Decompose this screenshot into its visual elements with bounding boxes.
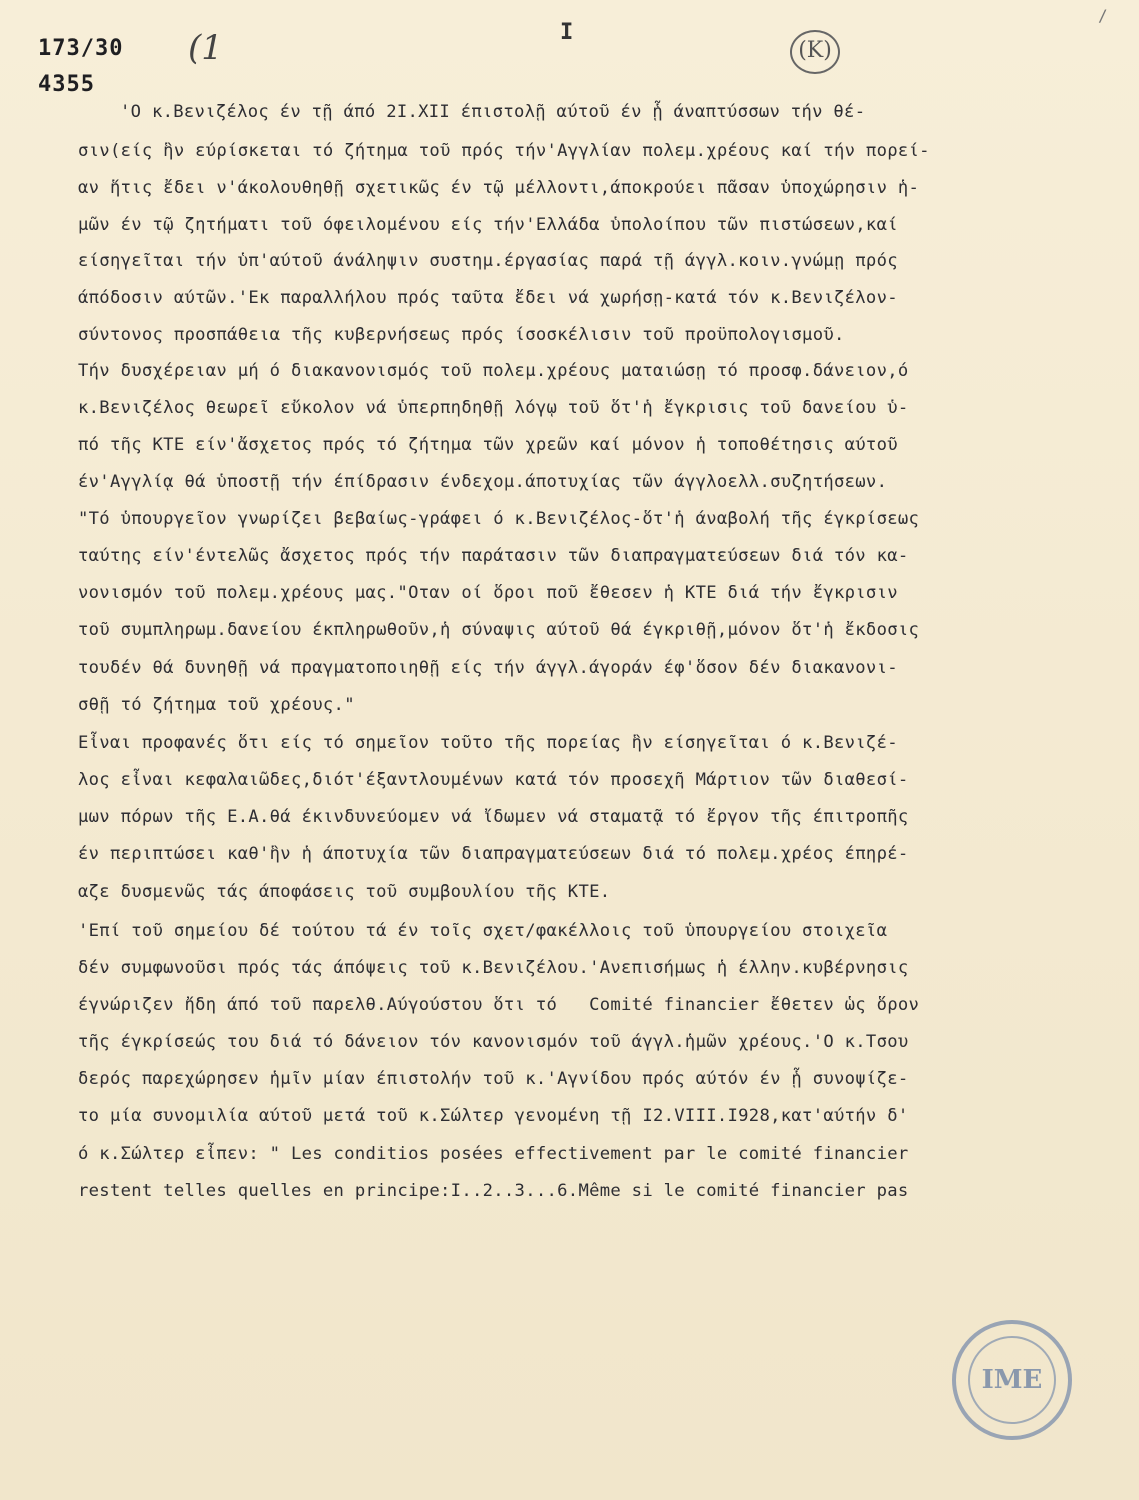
text-line: ό κ.Σώλτερ εἶπεν: " Les conditios posées effectivement par le comité financier bbox=[78, 1144, 909, 1164]
text-line: restent telles quelles en principe:I..2..3...6.Même si le comité financier pas bbox=[78, 1181, 909, 1201]
text-line: 'Επί τοῦ σημείου δέ τούτου τά έν τοῖς σχετ/φακέλλοις τοῦ ὑπουργείου στοιχεῖα bbox=[78, 921, 888, 941]
text-line: έν περιπτώσει καθ'ἣν ἡ άποτυχία τῶν διαπραγματεύσεων διά τό πολεμ.χρέος έπηρέ- bbox=[78, 844, 909, 864]
reference-number-top: 173/30 bbox=[38, 36, 124, 61]
text-line: Εἶναι προφανές ὅτι είς τό σημεῖον τοῦτο τῆς πορείας ἣν είσηγεῖται ό κ.Βενιζέ- bbox=[78, 733, 898, 753]
text-line: είσηγεῖται τήν ὑπ'αύτοῦ άνάληψιν συστημ.έργασίας παρά τῇ άγγλ.κοιν.γνώμῃ πρός bbox=[78, 251, 898, 271]
text-line: αζε δυσμενῶς τάς άποφάσεις τοῦ συμβουλίου τῆς ΚΤΕ. bbox=[78, 882, 611, 902]
text-line: πό τῆς ΚΤΕ είν'ἄσχετος πρός τό ζήτημα τῶν χρεῶν καί μόνον ἡ τοποθέτησις αύτοῦ bbox=[78, 435, 898, 455]
text-line: σιν(είς ἣν εύρίσκεται τό ζήτημα τοῦ πρός τήν'Αγγλίαν πολεμ.χρέους καί τήν πορεί- bbox=[78, 141, 930, 161]
text-line: μων πόρων τῆς Ε.Α.θά έκινδυνεύομεν νά ἴδωμεν νά σταματᾷ τό ἔργον τῆς έπιτροπῆς bbox=[78, 807, 909, 827]
text-line: αν ἥτις ἔδει ν'άκολουθηθῇ σχετικῶς έν τῷ μέλλοντι,άποκρούει πᾶσαν ὑποχώρησιν ἡ- bbox=[78, 178, 920, 198]
text-line: άπόδοσιν αύτῶν.'Εκ παραλλήλου πρός ταῦτα ἔδει νά χωρήσῃ-κατά τόν κ.Βενιζέλον- bbox=[78, 288, 898, 308]
reference-number-bottom: 4355 bbox=[38, 72, 95, 97]
handwritten-mark: (1 bbox=[188, 28, 223, 68]
text-line: λος εἶναι κεφαλαιῶδες,διότ'έξαντλουμένων κατά τόν προσεχῆ Μάρτιον τῶν διαθεσί- bbox=[78, 770, 909, 790]
text-line: ταύτης είν'έντελῶς ἄσχετος πρός τήν παράτασιν τῶν διαπραγματεύσεων διά τόν κα- bbox=[78, 546, 909, 566]
text-line: σύντονος προσπάθεια τῆς κυβερνήσεως πρός ίσοσκέλισιν τοῦ προϋπολογισμοῦ. bbox=[78, 325, 845, 345]
text-line: δέν συμφωνοῦσι πρός τάς άπόψεις τοῦ κ.Βενιζέλου.'Ανεπισήμως ἡ έλλην.κυβέρνησις bbox=[78, 958, 909, 978]
stamp-emblem: ΙΜΕ bbox=[968, 1336, 1056, 1424]
circled-annotation: (K) bbox=[790, 30, 840, 74]
text-line: τῆς έγκρίσεώς του διά τό δάνειον τόν κανονισμόν τοῦ άγγλ.ἡμῶν χρέους.'Ο κ.Τσου bbox=[78, 1032, 909, 1052]
text-line: Τήν δυσχέρειαν μή ό διακανονισμός τοῦ πολεμ.χρέους ματαιώσῃ τό προσφ.δάνειον,ό bbox=[78, 361, 909, 381]
text-line: κ.Βενιζέλος θεωρεῖ εὔκολον νά ὑπερπηδηθῇ λόγῳ τοῦ ὅτ'ἡ ἔγκρισις τοῦ δανείου ὑ- bbox=[78, 398, 909, 418]
text-line: έγνώριζεν ἤδη άπό τοῦ παρελθ.Αύγούστου ὅτι τό Comité financier ἔθετεν ὡς ὅρον bbox=[78, 995, 920, 1015]
text-line: δερός παρεχώρησεν ἡμῖν μίαν έπιστολήν τοῦ κ.'Αγνίδου πρός αύτόν έν ᾗ συνοψίζε- bbox=[78, 1069, 909, 1089]
text-line: έν'Αγγλίᾳ θά ὑποστῇ τήν έπίδρασιν ένδεχομ.άποτυχίας τῶν άγγλοελλ.συζητήσεων. bbox=[78, 472, 888, 492]
text-line: "Τό ὑπουργεῖον γνωρίζει βεβαίως-γράφει ό κ.Βενιζέλος-ὅτ'ἡ άναβολή τῆς έγκρίσεως bbox=[78, 509, 920, 529]
corner-mark: / bbox=[1098, 6, 1108, 25]
text-line: το μία συνομιλία αύτοῦ μετά τοῦ κ.Σώλτερ γενομένη τῇ Ι2.VIII.I928,κατ'αύτήν δ' bbox=[78, 1106, 909, 1126]
text-line: μῶν έν τῷ ζητήματι τοῦ όφειλομένου είς τήν'Ελλάδα ὑπολοίπου τῶν πιστώσεων,καί bbox=[78, 215, 898, 235]
text-line: σθῇ τό ζήτημα τοῦ χρέους." bbox=[78, 695, 355, 715]
text-line: τουδέν θά δυνηθῇ νά πραγματοποιηθῇ είς τήν άγγλ.άγοράν έφ'ὅσον δέν διακανονι- bbox=[78, 658, 898, 678]
archive-stamp bbox=[952, 1320, 1072, 1440]
text-line: 'Ο κ.Βενιζέλος έν τῇ άπό 2Ι.XII έπιστολῇ αύτοῦ έν ᾗ άναπτύσσων τήν θέ- bbox=[120, 102, 866, 122]
page-number: I bbox=[560, 20, 574, 45]
text-line: τοῦ συμπληρωμ.δανείου έκπληρωθοῦν,ἡ σύναψις αύτοῦ θά έγκριθῇ,μόνον ὅτ'ἡ ἔκδοσις bbox=[78, 620, 920, 640]
text-line: νονισμόν τοῦ πολεμ.χρέους μας."Οταν οί ὅροι ποῦ ἔθεσεν ἡ ΚΤΕ διά τήν ἔγκρισιν bbox=[78, 583, 898, 603]
